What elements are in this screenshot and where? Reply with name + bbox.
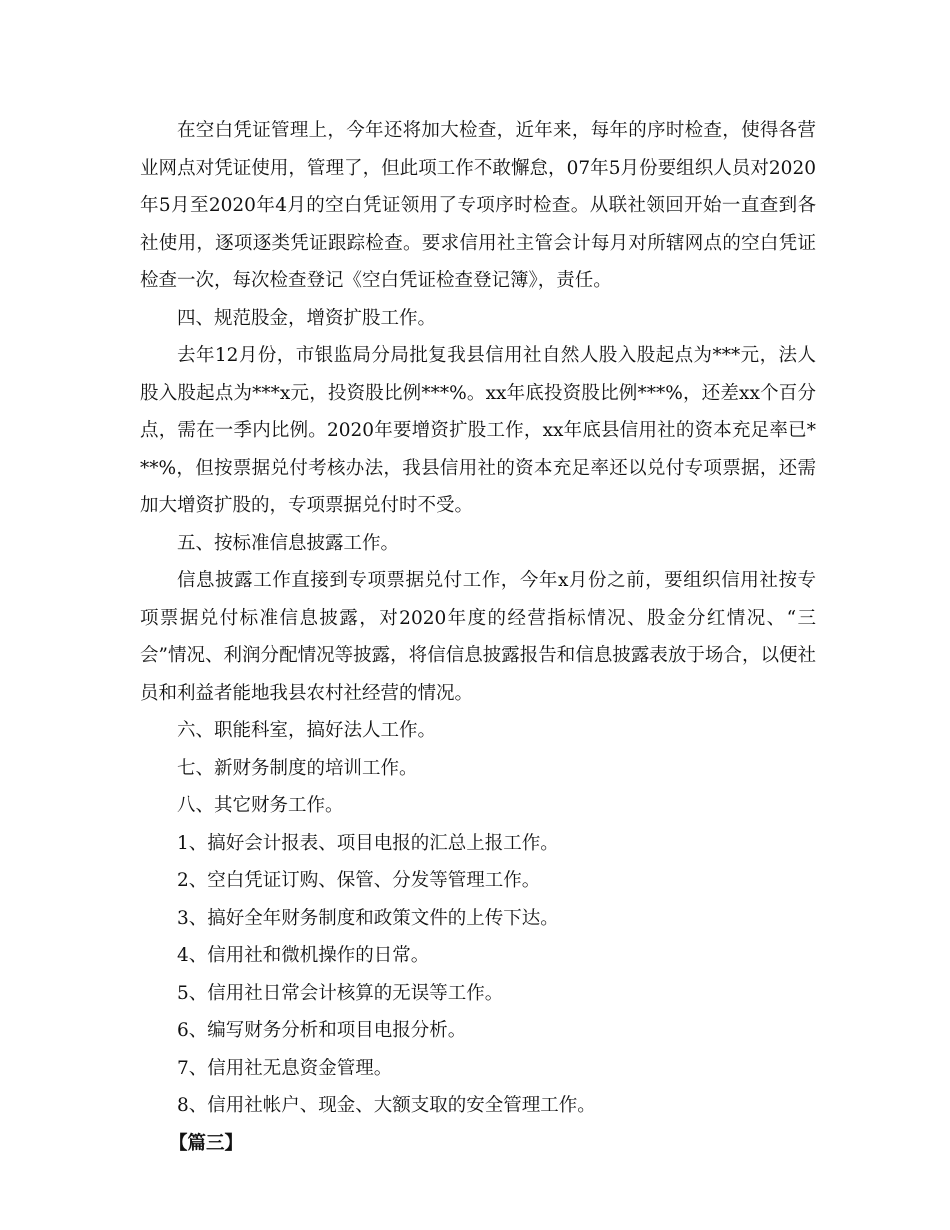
paragraph-share-capital: 去年12月份，市银监局分局批复我县信用社自然人股入股起点为***元，法人股入股起点为***x元，投资股比例***%。xx年底投资股比例***%，还差xx个百分点，需在一季内比例。2020年要增资扩股工作，xx年底县信用社的资本充足率已***%，但按票据兑付考核办法，我县信用社的资本充足率还以兑付专项票据，还需加大增资扩股的，专项票据兑付时不受。 [140,345,816,516]
heading-other-finance: 八、其它财务工作。 [177,795,344,816]
heading-training: 七、新财务制度的培训工作。 [177,757,418,779]
list-item: 2、空白凭证订购、保管、分发等管理工作。 [177,870,541,891]
document-body [140,112,816,1162]
paragraph-blank-voucher: 在空白凭证管理上，今年还将加大检查，近年来，每年的序时检查，使得各营业网点对凭证使用，管理了，但此项工作不敢懈怠，07年5月份要组织人员对2020年5月至2020年4月的空白凭证领用了专项序时检查。从联社领回开始一直查到各社使用，逐项逐类凭证跟踪检查。要求信用社主管会计每月对所辖网点的空白凭证检查一次，每次检查登记《空白凭证检查登记簿》，责任。 [140,120,816,291]
heading-disclosure: 五、按标准信息披露工作。 [177,532,400,554]
heading-functional-dept: 六、职能科室，搞好法人工作。 [177,720,437,741]
heading-share-capital: 四、规范股金，增资扩股工作。 [177,307,437,329]
list-item: 5、信用社日常会计核算的无误等工作。 [177,982,504,1004]
list-item: 3、搞好全年财务制度和政策文件的上传下达。 [177,907,559,929]
list-item: 8、信用社帐户、现金、大额支取的安全管理工作。 [177,1095,596,1116]
list-item: 1、搞好会计报表、项目电报的汇总上报工作。 [177,832,559,854]
list-item: 4、信用社和微机操作的日常。 [177,945,430,966]
list-item: 7、信用社无息资金管理。 [177,1057,393,1079]
section-marker: 【篇三】 [169,1132,244,1154]
paragraph-disclosure: 信息披露工作直接到专项票据兑付工作，今年x月份之前，要组织信用社按专项票据兑付标准信息披露，对2020年度的经营指标情况、股金分红情况、“三会”情况、利润分配情况等披露，将信信息披露报告和信息披露表放于场合，以便社员和利益者能地我县农村社经营的情况。 [140,570,816,704]
list-item: 6、编写财务分析和项目电报分析。 [177,1020,467,1041]
